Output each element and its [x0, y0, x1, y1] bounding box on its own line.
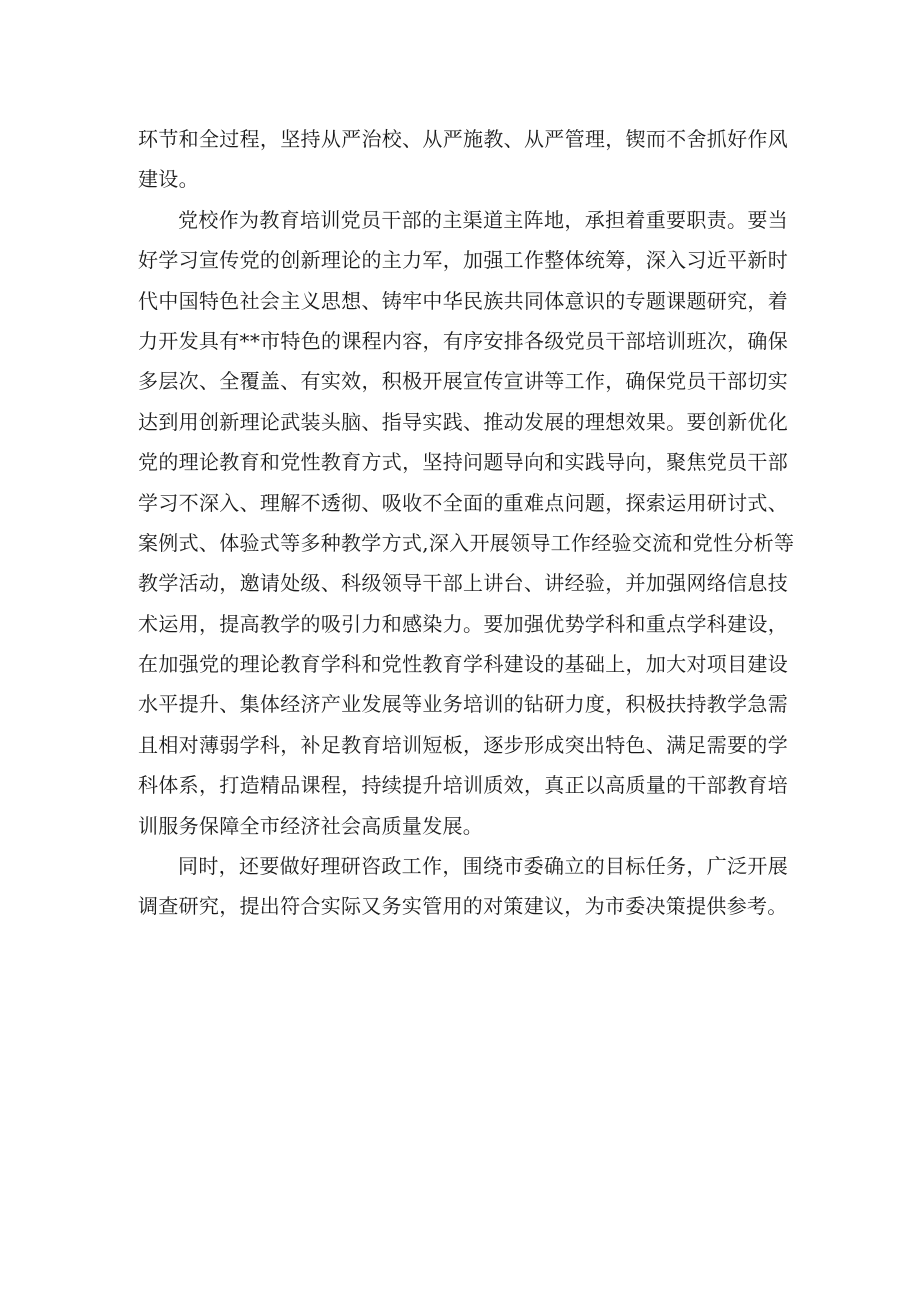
paragraph-line: 力开发具有**市特色的课程内容，有序安排各级党员干部培训班次，确保 [138, 328, 788, 353]
paragraph-line: 党校作为教育培训党员干部的主渠道主阵地，承担着重要职责。要当 [178, 207, 788, 232]
paragraph-line: 在加强党的理论教育学科和党性教育学科建设的基础上，加大对项目建设 [138, 652, 788, 677]
paragraph-1 [138, 119, 788, 200]
paragraph-3 [138, 846, 788, 927]
paragraph-2 [138, 200, 795, 846]
paragraph-line: 好学习宣传党的创新理论的主力军，加强工作整体统筹，深入习近平新时 [138, 248, 788, 273]
paragraph-line: 多层次、全覆盖、有实效，积极开展宣传宣讲等工作，确保党员干部切实 [138, 369, 788, 394]
paragraph-line: 环节和全过程，坚持从严治校、从严施教、从严管理，锲而不舍抓好作风 [138, 127, 788, 151]
paragraph-line: 训服务保障全市经济社会高质量发展。 [138, 813, 484, 838]
paragraph-line: 且相对薄弱学科，补足教育培训短板，逐步形成突出特色、满足需要的学 [138, 732, 788, 757]
paragraph-line: 水平提升、集体经济产业发展等业务培训的钻研力度，积极扶持教学急需 [138, 692, 788, 717]
paragraph-line: 案例式、体验式等多种教学方式,深入开展领导工作经验交流和党性分析等 [138, 530, 795, 555]
paragraph-line: 学习不深入、理解不透彻、吸收不全面的重难点问题，探索运用研讨式、 [138, 490, 788, 515]
paragraph-line: 教学活动，邀请处级、科级领导干部上讲台、讲经验，并加强网络信息技 [138, 571, 788, 596]
paragraph-line: 调查研究，提出符合实际又务实管用的对策建议，为市委决策提供参考。 [138, 894, 788, 919]
paragraph-line: 同时，还要做好理研咨政工作，围绕市委确立的目标任务，广泛开展 [178, 854, 788, 879]
paragraph-line: 代中国特色社会主义思想、铸牢中华民族共同体意识的专题课题研究，着 [138, 288, 788, 313]
paragraph-line: 术运用，提高教学的吸引力和感染力。要加强优势学科和重点学科建设， [138, 611, 788, 636]
paragraph-line: 建设。 [138, 167, 199, 192]
document-body [138, 119, 795, 927]
paragraph-line: 达到用创新理论武装头脑、指导实践、推动发展的理想效果。要创新优化 [138, 409, 788, 434]
paragraph-line: 科体系，打造精品课程，持续提升培训质效，真正以高质量的干部教育培 [138, 773, 788, 798]
paragraph-line: 党的理论教育和党性教育方式，坚持问题导向和实践导向，聚焦党员干部 [138, 450, 788, 475]
